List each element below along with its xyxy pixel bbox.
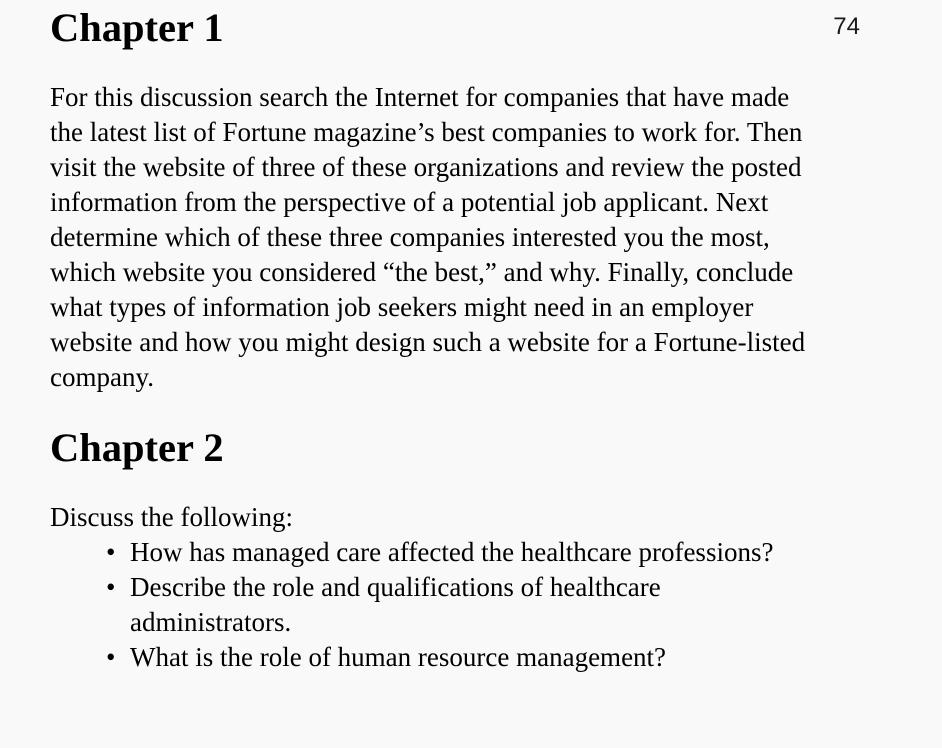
page-number: 74	[833, 13, 860, 40]
chapter-2-section	[50, 425, 810, 675]
chapter-2-heading: Chapter 2	[50, 425, 224, 470]
bullet-icon: •	[106, 537, 116, 567]
spacer	[50, 45, 810, 80]
chapter-2-intro: Discuss the following:	[50, 502, 293, 532]
spacer	[50, 465, 810, 500]
bullet-icon: •	[106, 572, 116, 602]
list-item-text: Describe the role and qualifications of healthcare administrators.	[130, 572, 661, 637]
list-item	[106, 640, 810, 675]
list-item-text: How has managed care affected the healthcare professions?	[130, 537, 774, 567]
chapter-1-section	[50, 5, 810, 395]
list-item-text: What is the role of human resource management?	[130, 642, 667, 672]
bullet-icon: •	[106, 642, 116, 672]
discussion-list	[50, 535, 810, 675]
chapter-1-heading: Chapter 1	[50, 5, 224, 50]
list-item	[106, 535, 810, 570]
list-item	[106, 570, 810, 640]
chapter-1-paragraph: For this discussion search the Internet for companies that have made the latest list of Fortune magazine’s best companies to work for. Then visit the website of three of these organizations and review the posted information from the perspective of a potential job applicant. Next determine which of these three companies interested you the most, which website you considered “the best,” and why. Finally, conclude what types of information job seekers might need in an employer website and how you might design such a website for a Fortune-listed company.	[50, 82, 806, 392]
document-content	[50, 5, 810, 675]
